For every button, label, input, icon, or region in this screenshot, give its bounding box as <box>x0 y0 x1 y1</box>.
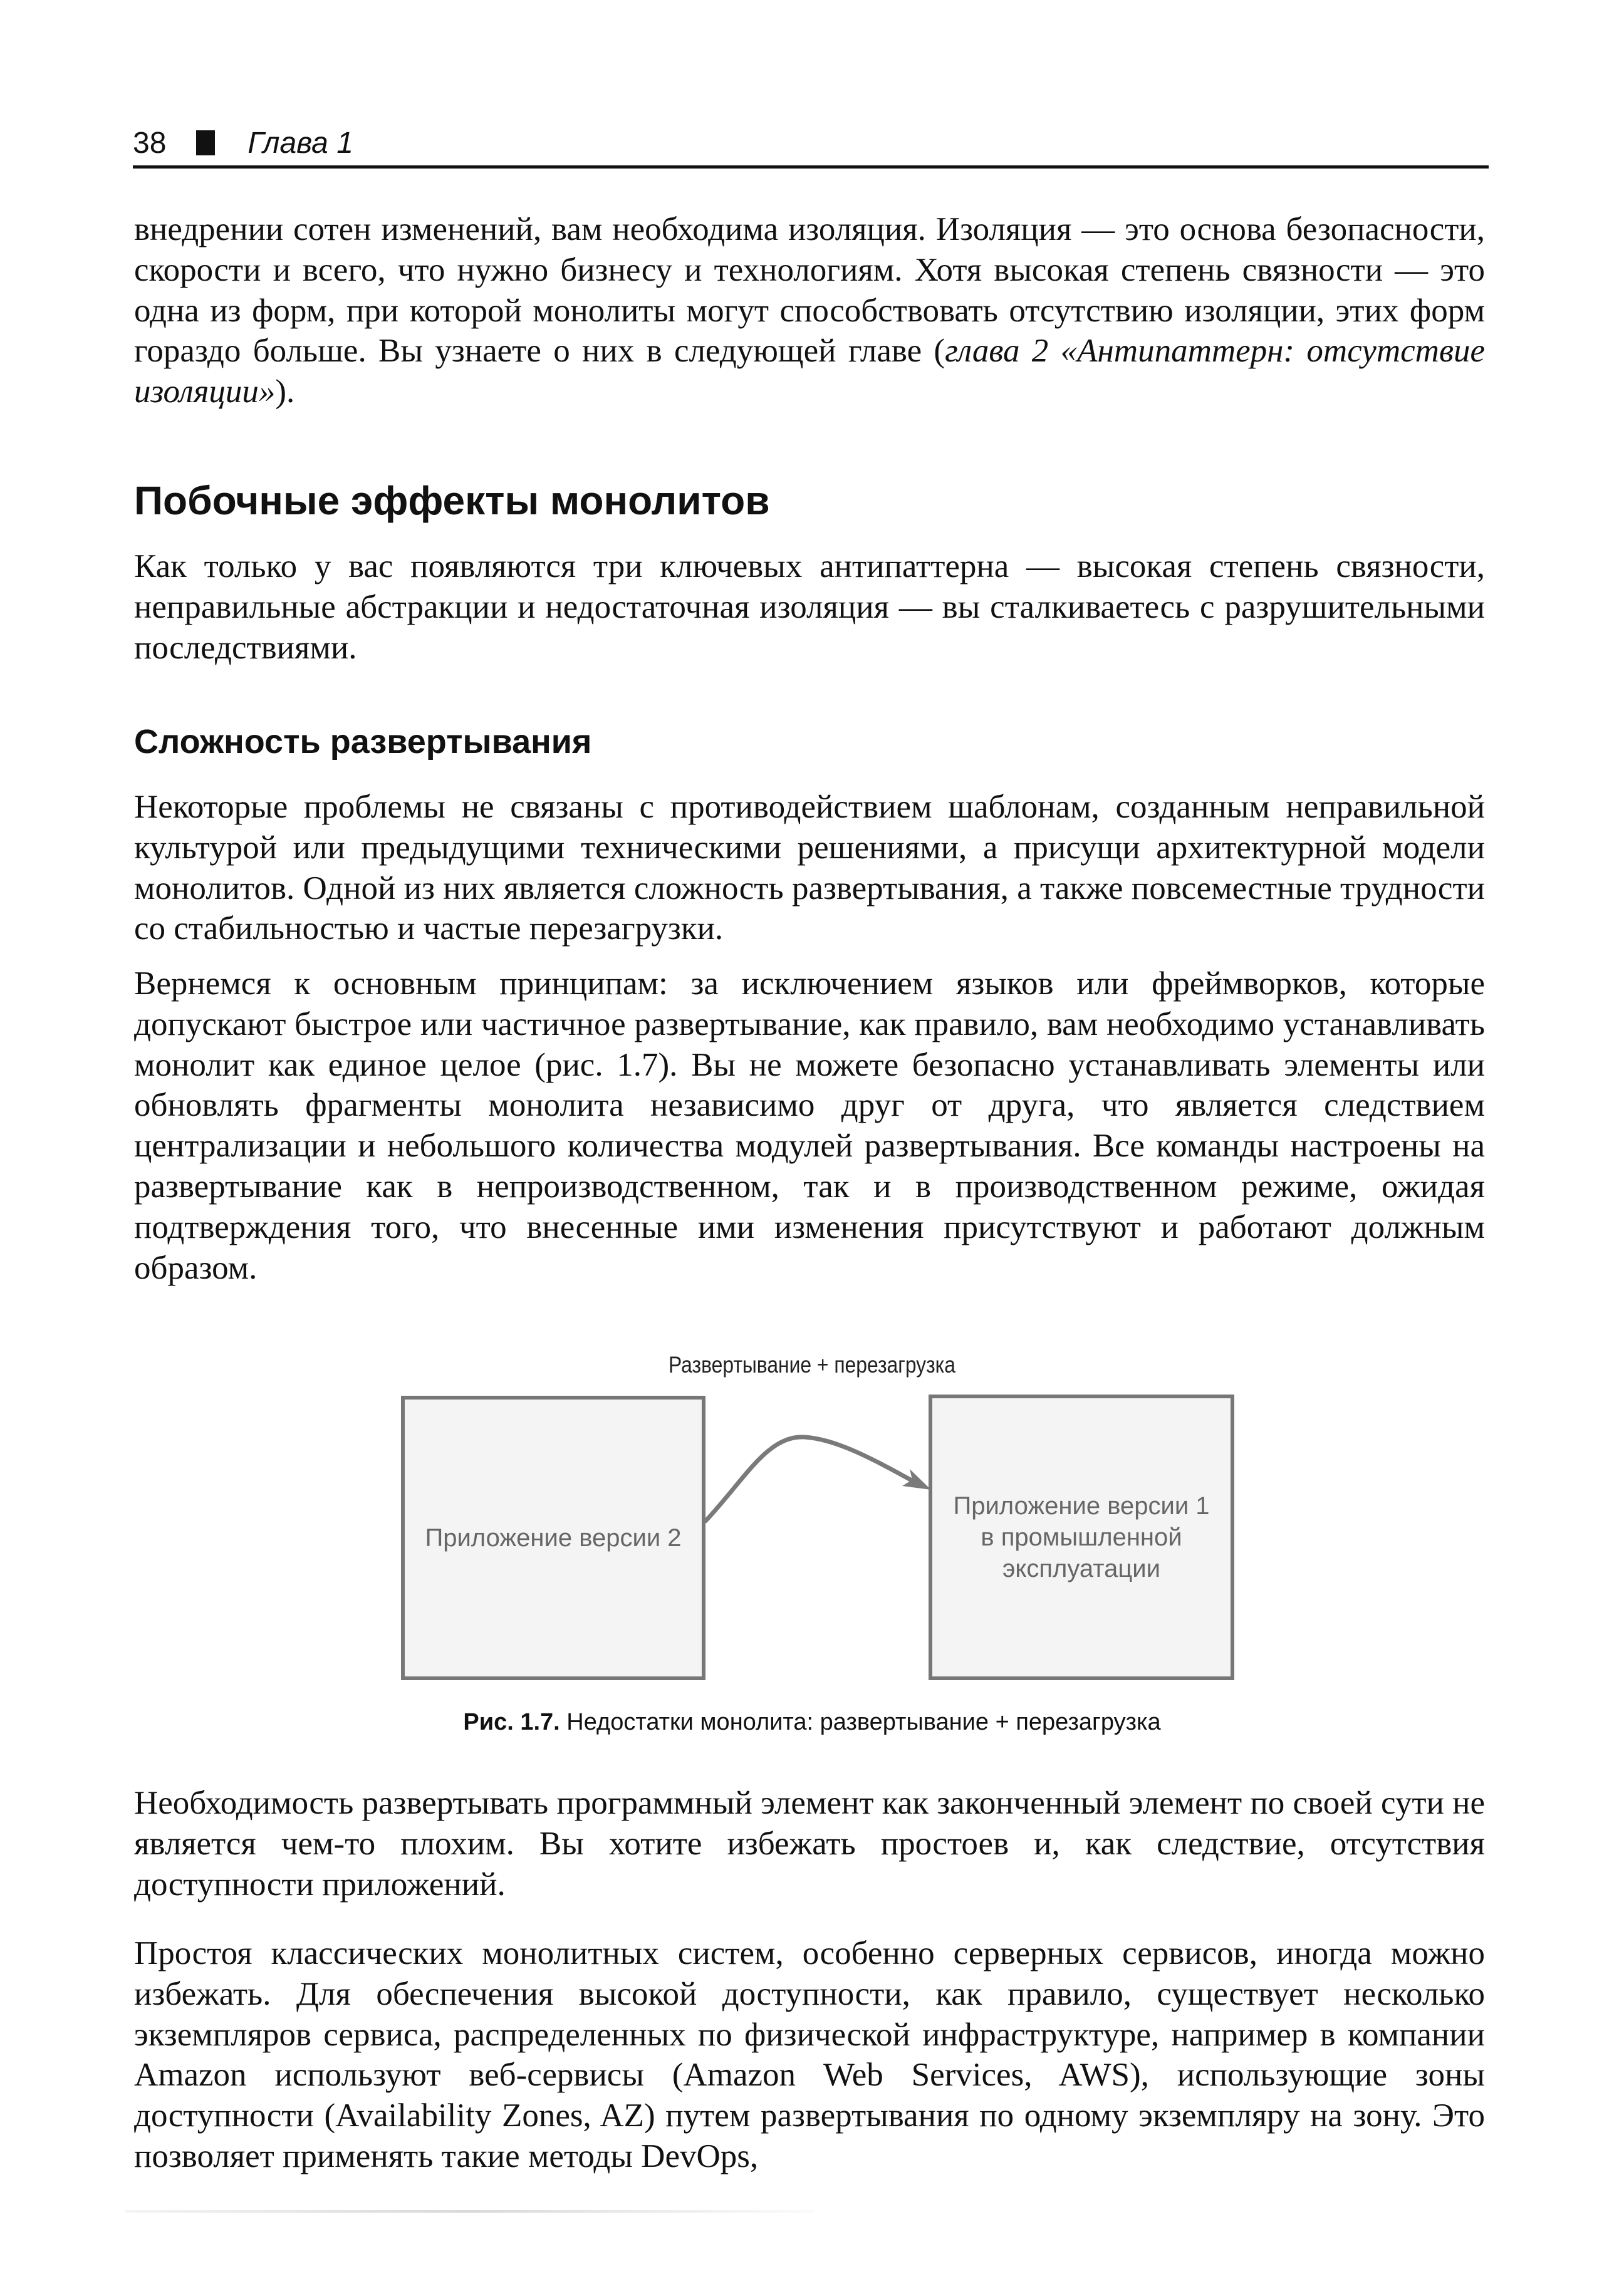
figure-caption-label: Рис. 1.7. <box>463 1709 560 1735</box>
paragraph-1-end: ). <box>275 373 295 410</box>
page-number: 38 <box>133 126 167 160</box>
paragraph-6: Простоя классических монолитных систем, особенно серверных сервисов, иногда можно избежать. Для обеспечения высокой доступности, как правило, существует несколько экземпляров сервиса, распределенных по физической инфраструктуре, например в компании Amazon используют веб-сервисы (Amazon Web Services, AWS), использующие зоны доступности (Availability Zones, AZ) путем развертывания по одному экземпляру на зону. Это позволяет применять такие методы DevOps, <box>134 1935 1485 2174</box>
section-heading: Побочные эффекты монолитов <box>134 478 770 523</box>
paragraph-6-block <box>134 1933 1485 2177</box>
paragraph-5-block <box>134 1783 1485 1904</box>
paragraph-5: Необходимость развертывать программный элемент как законченный элемент по своей сути не является чем-то плохим. Вы хотите избежать простоев и, как следствие, отсутствия доступности приложений. <box>134 1785 1485 1903</box>
paragraph-1-text: внедрении сотен изменений, вам необходима изоляция. Изоляция — это основа безопасности, скорости и всего, что нужно бизнесу и технологиям. Хотя высокая степень связности — это одна из форм, при которой монолиты могут способствовать отсутствию изоляции, этих форм гораздо больше. Вы узнаете о них в следующей главе ( <box>134 211 1485 370</box>
subsection-heading: Сложность развертывания <box>134 723 592 761</box>
app-version-1-line-2: в промышленной <box>981 1524 1182 1551</box>
app-version-1-line-3: эксплуатации <box>1002 1555 1160 1582</box>
figure-caption <box>0 1709 1624 1736</box>
chapter-label: Глава 1 <box>247 126 353 160</box>
scan-artifact <box>125 2210 815 2213</box>
deploy-arrow-curve <box>705 1437 922 1521</box>
paragraph-3: Некоторые проблемы не связаны с противодействием шаблонам, созданным неправильной культурой или предыдущими техническими решениями, а присущи архитектурной модели монолитов. Одной из них является сложность развертывания, а также повсеместные трудности со стабильностью и частые перезагрузки. <box>134 789 1485 947</box>
app-version-1-line-1: Приложение версии 1 <box>953 1492 1210 1520</box>
chapter-reference: глава 2 «Антипаттерн: отсутствие изоляции» <box>134 333 1485 410</box>
paragraph-2: Как только у вас появляются три ключевых антипаттерна — высокая степень связности, неправильные абстракции и недостаточная изоляция — вы сталкиваетесь с разрушительными последствиями. <box>134 548 1485 666</box>
app-version-2-label: Приложение версии 2 <box>425 1524 682 1552</box>
paragraph-4: Вернемся к основным принципам: за исключением языков или фреймворков, которые допускают быстрое или частичное развертывание, как правило, вам необходимо устанавливать монолит как единое целое (рис. 1.7). Вы не можете безопасно устанавливать элементы или обновлять фрагменты монолита независимо друг от друга, что является следствием централизации и небольшого количества модулей развертывания. Все команды настроены на развертывание как в непроизводственном, так и в производственном режиме, ожидая подтверждения того, что внесенные ими изменения присутствуют и работают должным образом. <box>134 965 1485 1286</box>
figure-caption-text: Недостатки монолита: развертывание + перезагрузка <box>566 1709 1161 1735</box>
figure-title: Развертывание + перезагрузка <box>668 1352 956 1378</box>
